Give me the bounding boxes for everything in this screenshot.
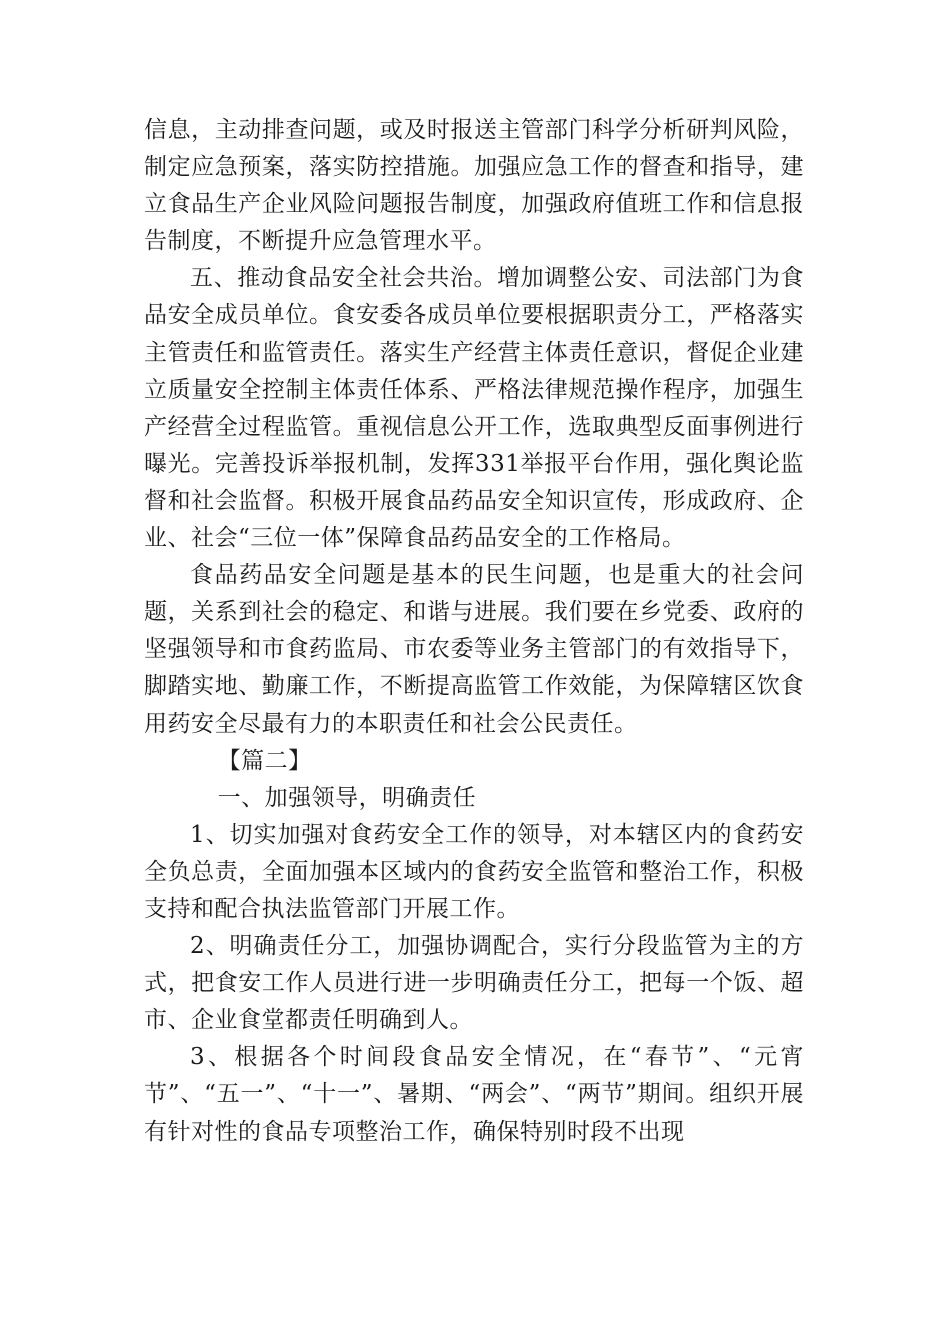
heading-leadership: 一、加强领导，明确责任 bbox=[217, 784, 477, 811]
section-title-part-two: 【篇二】 bbox=[217, 747, 312, 774]
document-body bbox=[144, 112, 804, 1151]
paragraph-continuation: 信息，主动排查问题，或及时报送主管部门科学分析研判风险，制定应急预案，落实防控措施。加强应急工作的督查和指导，建立食品生产企业风险问题报告制度，加强政府值班工作和信息报告制度，不断提升应急管理水平。 bbox=[144, 117, 804, 255]
paragraph-item-2: 2、明确责任分工，加强协调配合，实行分段监管为主的方式，把食安工作人员进行进一步明确责任分工，把每一个饭、超市、企业食堂都责任明确到人。 bbox=[144, 933, 804, 1034]
paragraph-item-3: 3、根据各个时间段食品安全情况，在“春节”、“元宵节”、“五一”、“十一”、暑期、“两会”、“两节”期间。组织开展有针对性的食品专项整治工作，确保特别时段不出现 bbox=[144, 1044, 804, 1145]
paragraph-section-five: 五、推动食品安全社会共治。增加调整公安、司法部门为食品安全成员单位。食安委各成员单位要根据职责分工，严格落实主管责任和监管责任。落实生产经营主体责任意识，督促企业建立质量安全控制主体责任体系、严格法律规范操作程序，加强生产经营全过程监管。重视信息公开工作，选取典型反面事例进行曝光。完善投诉举报机制，发挥331举报平台作用，强化舆论监督和社会监督。积极开展食品药品安全知识宣传，形成政府、企业、社会“三位一体”保障食品药品安全的工作格局。 bbox=[144, 265, 804, 552]
paragraph-conclusion: 食品药品安全问题是基本的民生问题，也是重大的社会问题，关系到社会的稳定、和谐与进展。我们要在乡党委、政府的坚强领导和市食药监局、市农委等业务主管部门的有效指导下，脚踏实地、勤廉工作，不断提高监管工作效能，为保障辖区饮食用药安全尽最有力的本职责任和社会公民责任。 bbox=[144, 562, 804, 737]
paragraph-item-1: 1、切实加强对食药安全工作的领导，对本辖区内的食药安全负总责，全面加强本区域内的食药安全监管和整治工作，积极支持和配合执法监管部门开展工作。 bbox=[144, 821, 804, 922]
